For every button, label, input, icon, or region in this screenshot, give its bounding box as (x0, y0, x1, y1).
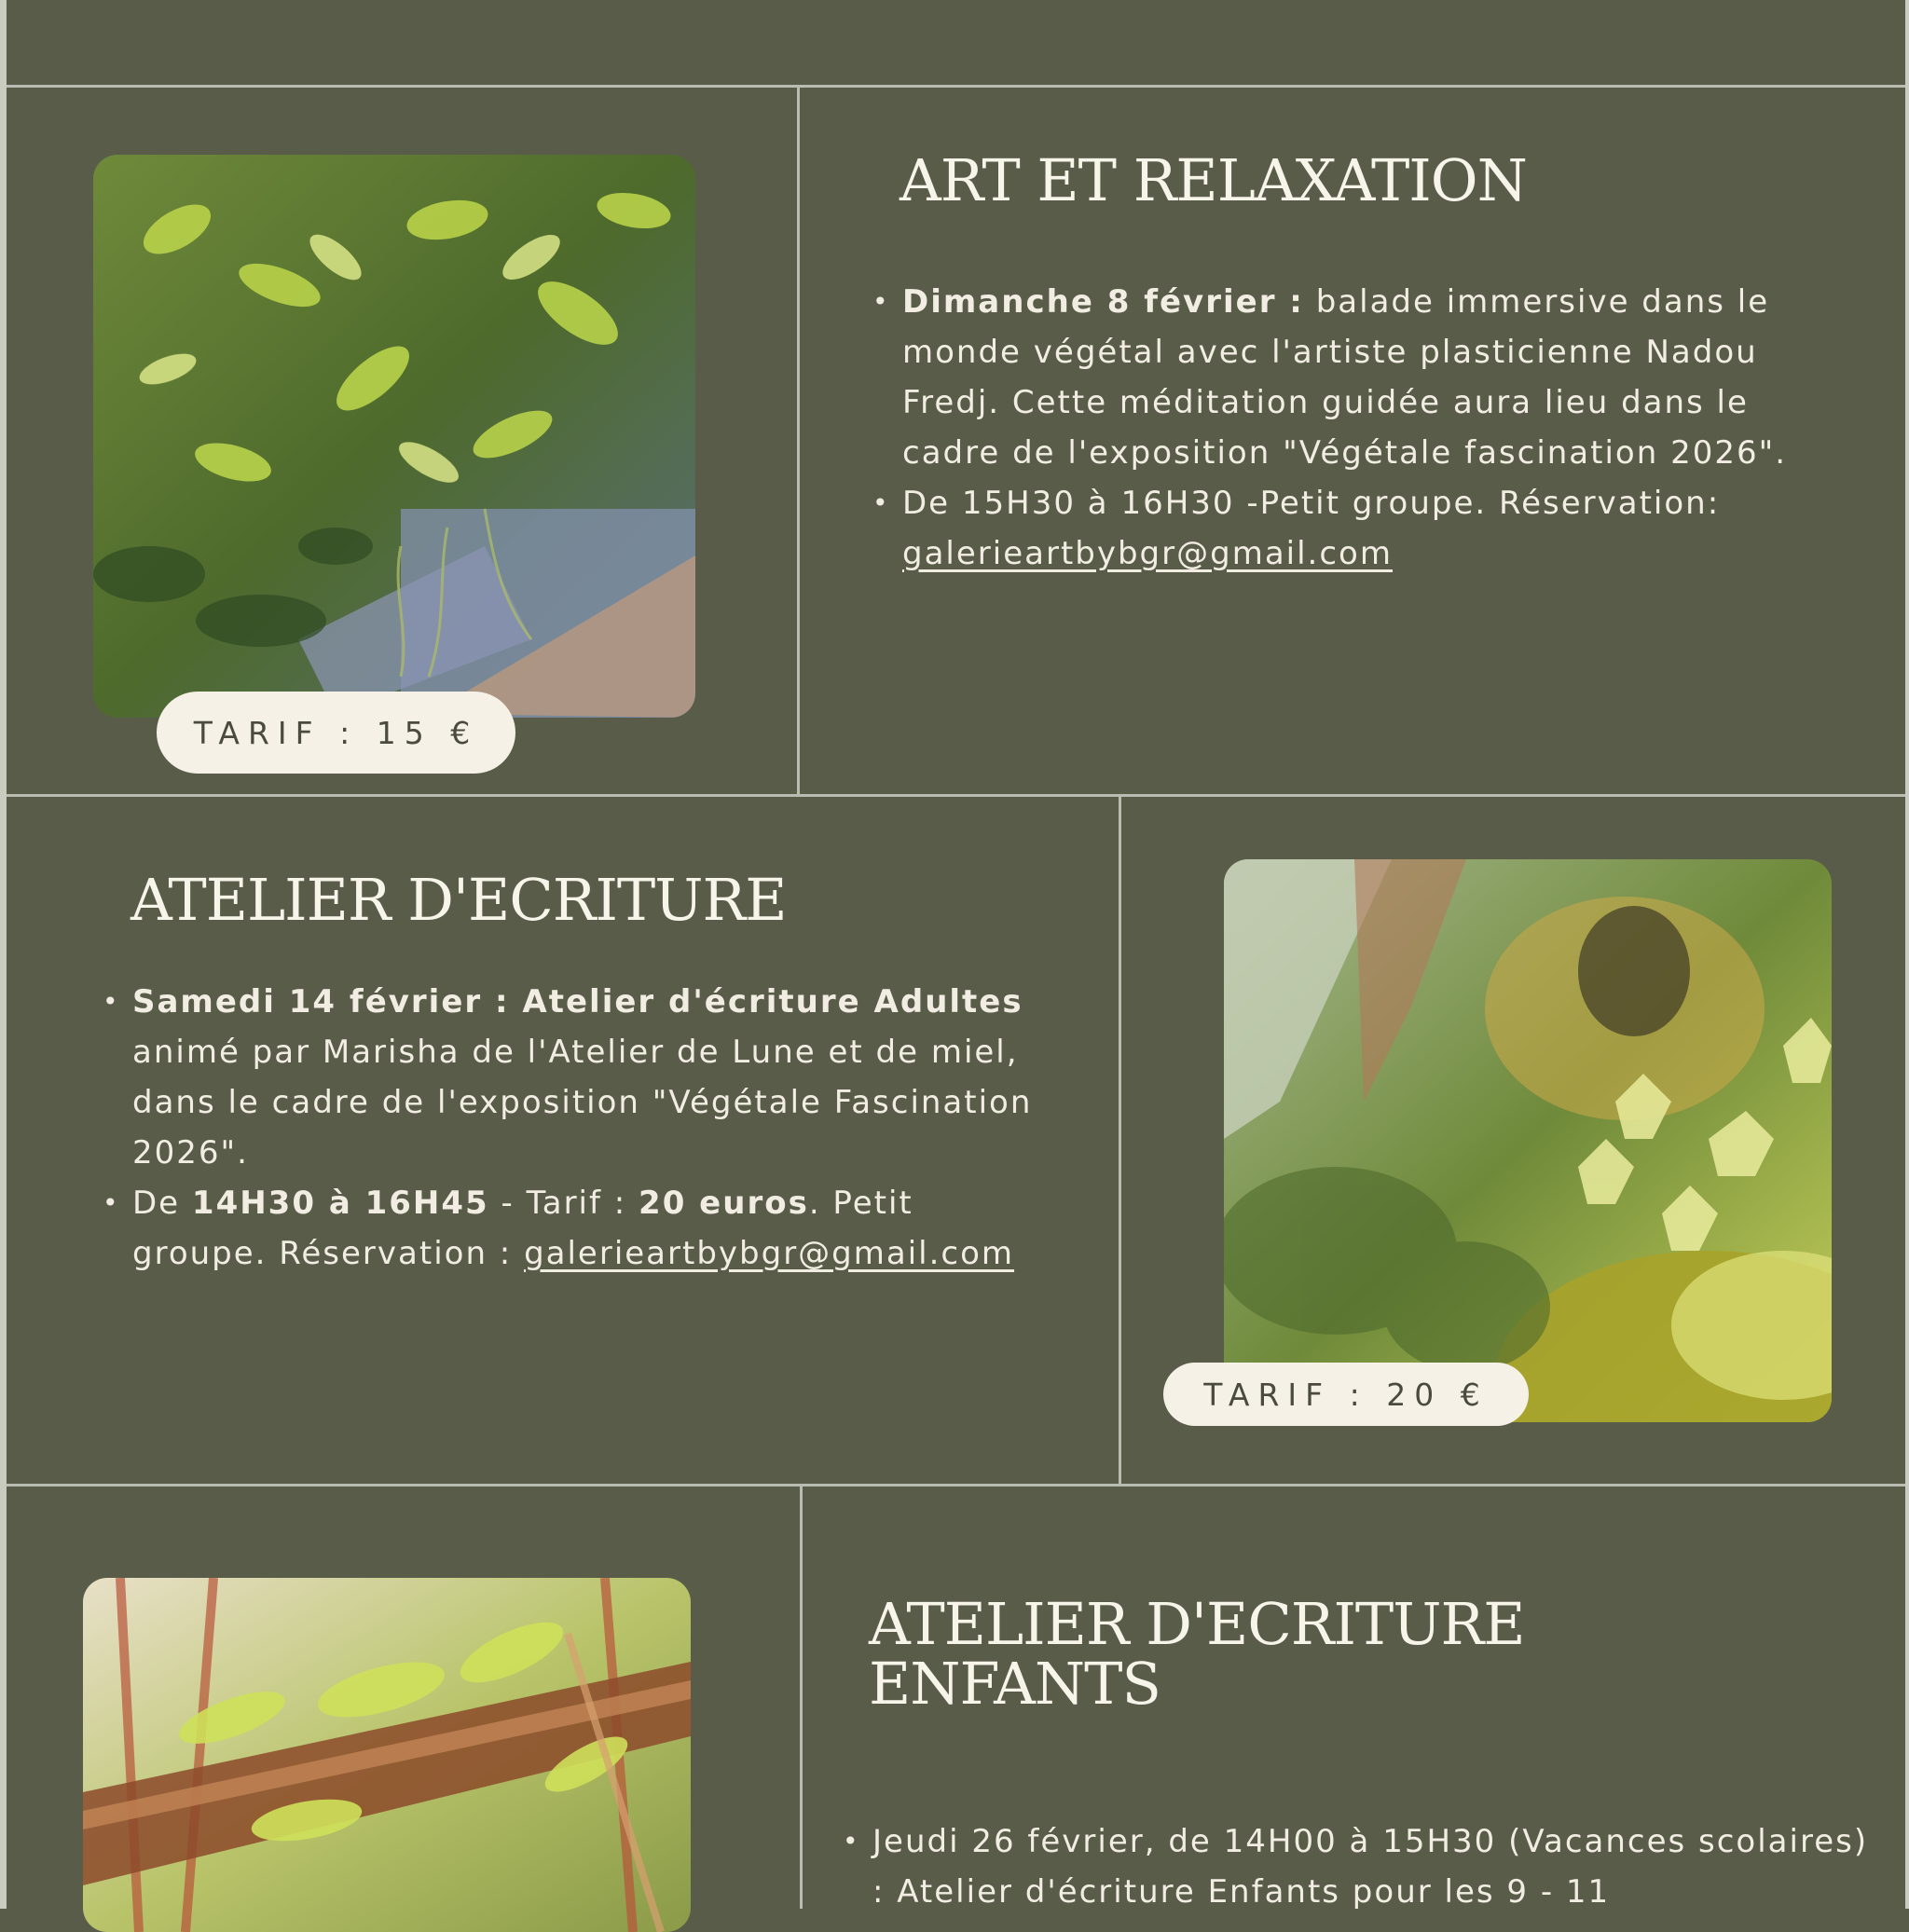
event-description: Jeudi 26 février, de 14H00 à 15H30 (Vacances scolaires) : Atelier d'écriture Enfants pour les 9 - 11 (872, 1823, 1869, 1911)
list-item (876, 277, 1808, 478)
divider-top (7, 85, 1905, 88)
list-item (106, 1178, 1038, 1279)
tarif-badge-1: TARIF : 15 € (157, 692, 515, 774)
email-link[interactable]: galerieartbybgr@gmail.com (902, 535, 1393, 572)
section-title-line-2: ENFANTS (869, 1650, 1161, 1718)
event-price: 20 euros (639, 1185, 809, 1222)
details-list-art-relaxation (876, 277, 1808, 579)
painting-foliage-2 (1224, 859, 1832, 1422)
divider-row-1 (7, 794, 1905, 797)
page-edge-right (1905, 0, 1909, 1909)
list-item (876, 478, 1808, 579)
event-description: balade immersive dans le monde végétal avec l'artiste plasticienne Nadou Fredj. Cette méditation guidée aura lieu dans le cadre de l'exposition "Végétale fascination 2026". (902, 283, 1788, 472)
event-tarif-label: - Tarif : (488, 1185, 639, 1222)
details-list-atelier-enfants (846, 1816, 1872, 1917)
event-schedule-prefix: De (132, 1185, 192, 1222)
section-title-art-relaxation: ART ET RELAXATION (900, 146, 1527, 214)
event-date: Samedi 14 février : Atelier d'écriture Adultes (132, 983, 1023, 1021)
painting-foliage-1 (93, 155, 695, 718)
list-item (846, 1816, 1872, 1917)
event-hours: 14H30 à 16H45 (191, 1185, 489, 1222)
painting-foliage-3 (83, 1578, 691, 1932)
list-item (106, 977, 1038, 1178)
divider-section-3 (800, 1484, 803, 1909)
event-description: animé par Marisha de l'Atelier de Lune et de miel, dans le cadre de l'exposition "Végétale Fascination 2026". (132, 1034, 1033, 1172)
divider-section-1 (797, 85, 800, 796)
event-date: Dimanche 8 février : (902, 283, 1304, 321)
event-schedule: De 15H30 à 16H30 -Petit groupe. Réservation: (902, 485, 1721, 522)
divider-row-2 (7, 1484, 1905, 1487)
event-booking: . Petit groupe. Réservation : (132, 1185, 913, 1272)
section-title-atelier-ecriture: ATELIER D'ECRITURE (130, 866, 787, 934)
section-title-atelier-enfants (869, 1590, 1525, 1718)
section-title-line-1: ATELIER D'ECRITURE (869, 1590, 1525, 1658)
email-link[interactable]: galerieartbybgr@gmail.com (524, 1235, 1015, 1272)
page-edge-left (0, 0, 7, 1909)
tarif-badge-2: TARIF : 20 € (1163, 1363, 1529, 1426)
divider-section-2 (1119, 794, 1121, 1486)
details-list-atelier-ecriture (106, 977, 1038, 1279)
